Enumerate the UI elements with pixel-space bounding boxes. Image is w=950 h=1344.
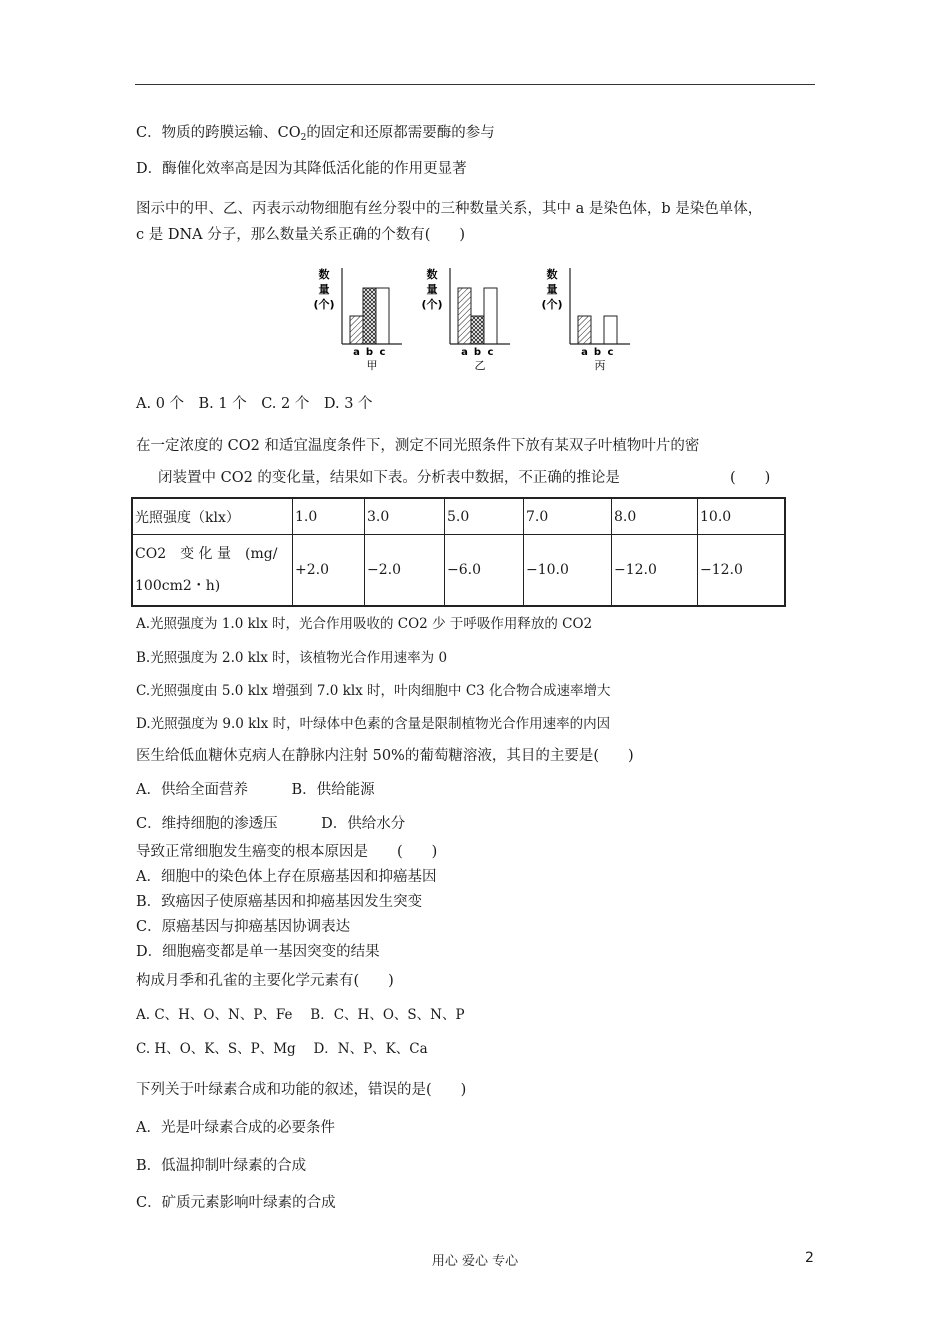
question-text: 导致正常细胞发生癌变的根本原因是 ( ) [136, 844, 438, 860]
bar-chart-jia [313, 262, 408, 374]
x-tick-label: a [581, 347, 588, 358]
table-cell: −10.0 [524, 535, 612, 607]
table-cell: 5.0 [445, 498, 524, 535]
chart-title: 丙 [594, 359, 606, 372]
x-tick-label: c [607, 347, 614, 358]
bar-chart-bing [541, 262, 636, 374]
bar-b [363, 288, 376, 344]
bar-a [350, 316, 363, 344]
table-cell: +2.0 [293, 535, 365, 607]
option-d: D.光照强度为 9.0 klx 时，叶绿体中色素的含量是限制植物光合作用速率的内因 [136, 716, 611, 732]
question-text: 构成月季和孔雀的主要化学元素有( ) [136, 973, 394, 989]
y-axis-label: 数 [546, 268, 558, 281]
bar-a [578, 316, 591, 344]
x-labels [461, 347, 493, 358]
option-c: C．矿质元素影响叶绿素的合成 [136, 1195, 336, 1211]
y-axis-label: 量 [318, 283, 330, 296]
x-tick-label: a [461, 347, 468, 358]
bar-chart-yi [421, 262, 516, 374]
table-cell: −12.0 [612, 535, 698, 607]
page-footer: 用心 爱心 专心 [431, 1254, 519, 1269]
page-number: 2 [805, 1250, 814, 1266]
y-axis-label: 数 [318, 268, 330, 281]
x-labels [581, 347, 613, 358]
x-tick-label: b [365, 347, 374, 358]
table-cell: 8.0 [612, 498, 698, 535]
x-labels [353, 347, 385, 358]
option-d-line: D．酶催化效率高是因为其降低活化能的作用更显著 [136, 161, 467, 177]
y-axis-label: (个) [541, 298, 563, 311]
bar-a [458, 288, 471, 344]
bar-c [484, 288, 497, 344]
table-row [132, 498, 785, 535]
subscript: 2 [300, 133, 307, 143]
table-cell: −2.0 [365, 535, 445, 607]
question-text: c 是 DNA 分子，那么数量关系正确的个数有( ) [136, 227, 466, 243]
x-tick-label: b [593, 347, 602, 358]
text: 的固定和还原都需要酶的参与 [306, 125, 495, 141]
table-cell: 10.0 [698, 498, 786, 535]
option-c-line [136, 123, 495, 148]
text: C．物质的跨膜运输、CO [136, 125, 301, 141]
x-tick-label: a [353, 347, 360, 358]
options-line: C. H、O、K、S、P、Mg D．N、P、K、Ca [136, 1041, 428, 1057]
y-axis-label: 量 [426, 283, 438, 296]
bars [458, 288, 497, 344]
option-a: A．细胞中的染色体上存在原癌基因和抑癌基因 [136, 869, 437, 885]
question-text: 医生给低血糖休克病人在静脉内注射 50%的葡萄糖溶液，其目的主要是( ) [136, 748, 634, 764]
table-header-cell: 光照强度（klx） [132, 498, 293, 535]
bar-c [376, 288, 389, 344]
table-row [132, 535, 785, 607]
y-axis-label: (个) [313, 298, 335, 311]
option-b: B．致癌因子使原癌基因和抑癌基因发生突变 [136, 894, 423, 910]
table-header-line: CO2 变 化 量 (mg/ [135, 546, 278, 562]
question-text: 在一定浓度的 CO2 和适宜温度条件下，测定不同光照条件下放有某双子叶植物叶片的密 [136, 438, 700, 454]
option-d: D．细胞癌变都是单一基因突变的结果 [136, 944, 380, 960]
options-line: A. C、H、O、N、P、Fe B．C、H、O、S、N、P [136, 1007, 465, 1023]
option-c: C．原癌基因与抑癌基因协调表达 [136, 919, 351, 935]
options-line: A．供给全面营养 B．供给能源 [136, 782, 375, 798]
bars [578, 316, 617, 344]
x-tick-label: c [379, 347, 386, 358]
bar-b [471, 316, 484, 344]
table-cell: 3.0 [365, 498, 445, 535]
y-axis-label: 量 [546, 283, 558, 296]
question-text: 图示中的甲、乙、丙表示动物细胞有丝分裂中的三种数量关系，其中 a 是染色体，b 是染色单体， [136, 201, 763, 217]
table-cell: 7.0 [524, 498, 612, 535]
y-axis-label: (个) [421, 298, 443, 311]
x-tick-label: c [487, 347, 494, 358]
table-cell: 1.0 [293, 498, 365, 535]
table-header-cell [132, 535, 293, 607]
answer-options: A. 0 个 B. 1 个 C. 2 个 D. 3 个 [136, 396, 373, 412]
table-header-line: 100cm2・h) [135, 578, 221, 594]
bar-c [604, 316, 617, 344]
data-table [131, 497, 786, 607]
option-a: A.光照强度为 1.0 klx 时，光合作用吸收的 CO2 少 于呼吸作用释放的 CO2 [136, 616, 593, 632]
chart-title: 甲 [366, 359, 378, 372]
option-b: B.光照强度为 2.0 klx 时，该植物光合作用速率为 0 [136, 650, 448, 666]
question-text: 闭装置中 CO2 的变化量，结果如下表。分析表中数据，不正确的推论是 [158, 470, 620, 486]
options-line: C．维持细胞的渗透压 D．供给水分 [136, 816, 406, 832]
question-text: 下列关于叶绿素合成和功能的叙述，错误的是( ) [136, 1082, 467, 1098]
option-a: A．光是叶绿素合成的必要条件 [136, 1120, 335, 1136]
bars [350, 288, 389, 344]
answer-bracket: ( ) [730, 470, 771, 486]
y-axis-label: 数 [426, 268, 438, 281]
option-b: B．低温抑制叶绿素的合成 [136, 1158, 307, 1174]
chart-title: 乙 [474, 359, 486, 372]
table-cell: −12.0 [698, 535, 786, 607]
option-c: C.光照强度由 5.0 klx 增强到 7.0 klx 时，叶肉细胞中 C3 化合物合成速率增大 [136, 683, 611, 699]
table-cell: −6.0 [445, 535, 524, 607]
x-tick-label: b [473, 347, 482, 358]
header-rule [135, 84, 815, 85]
